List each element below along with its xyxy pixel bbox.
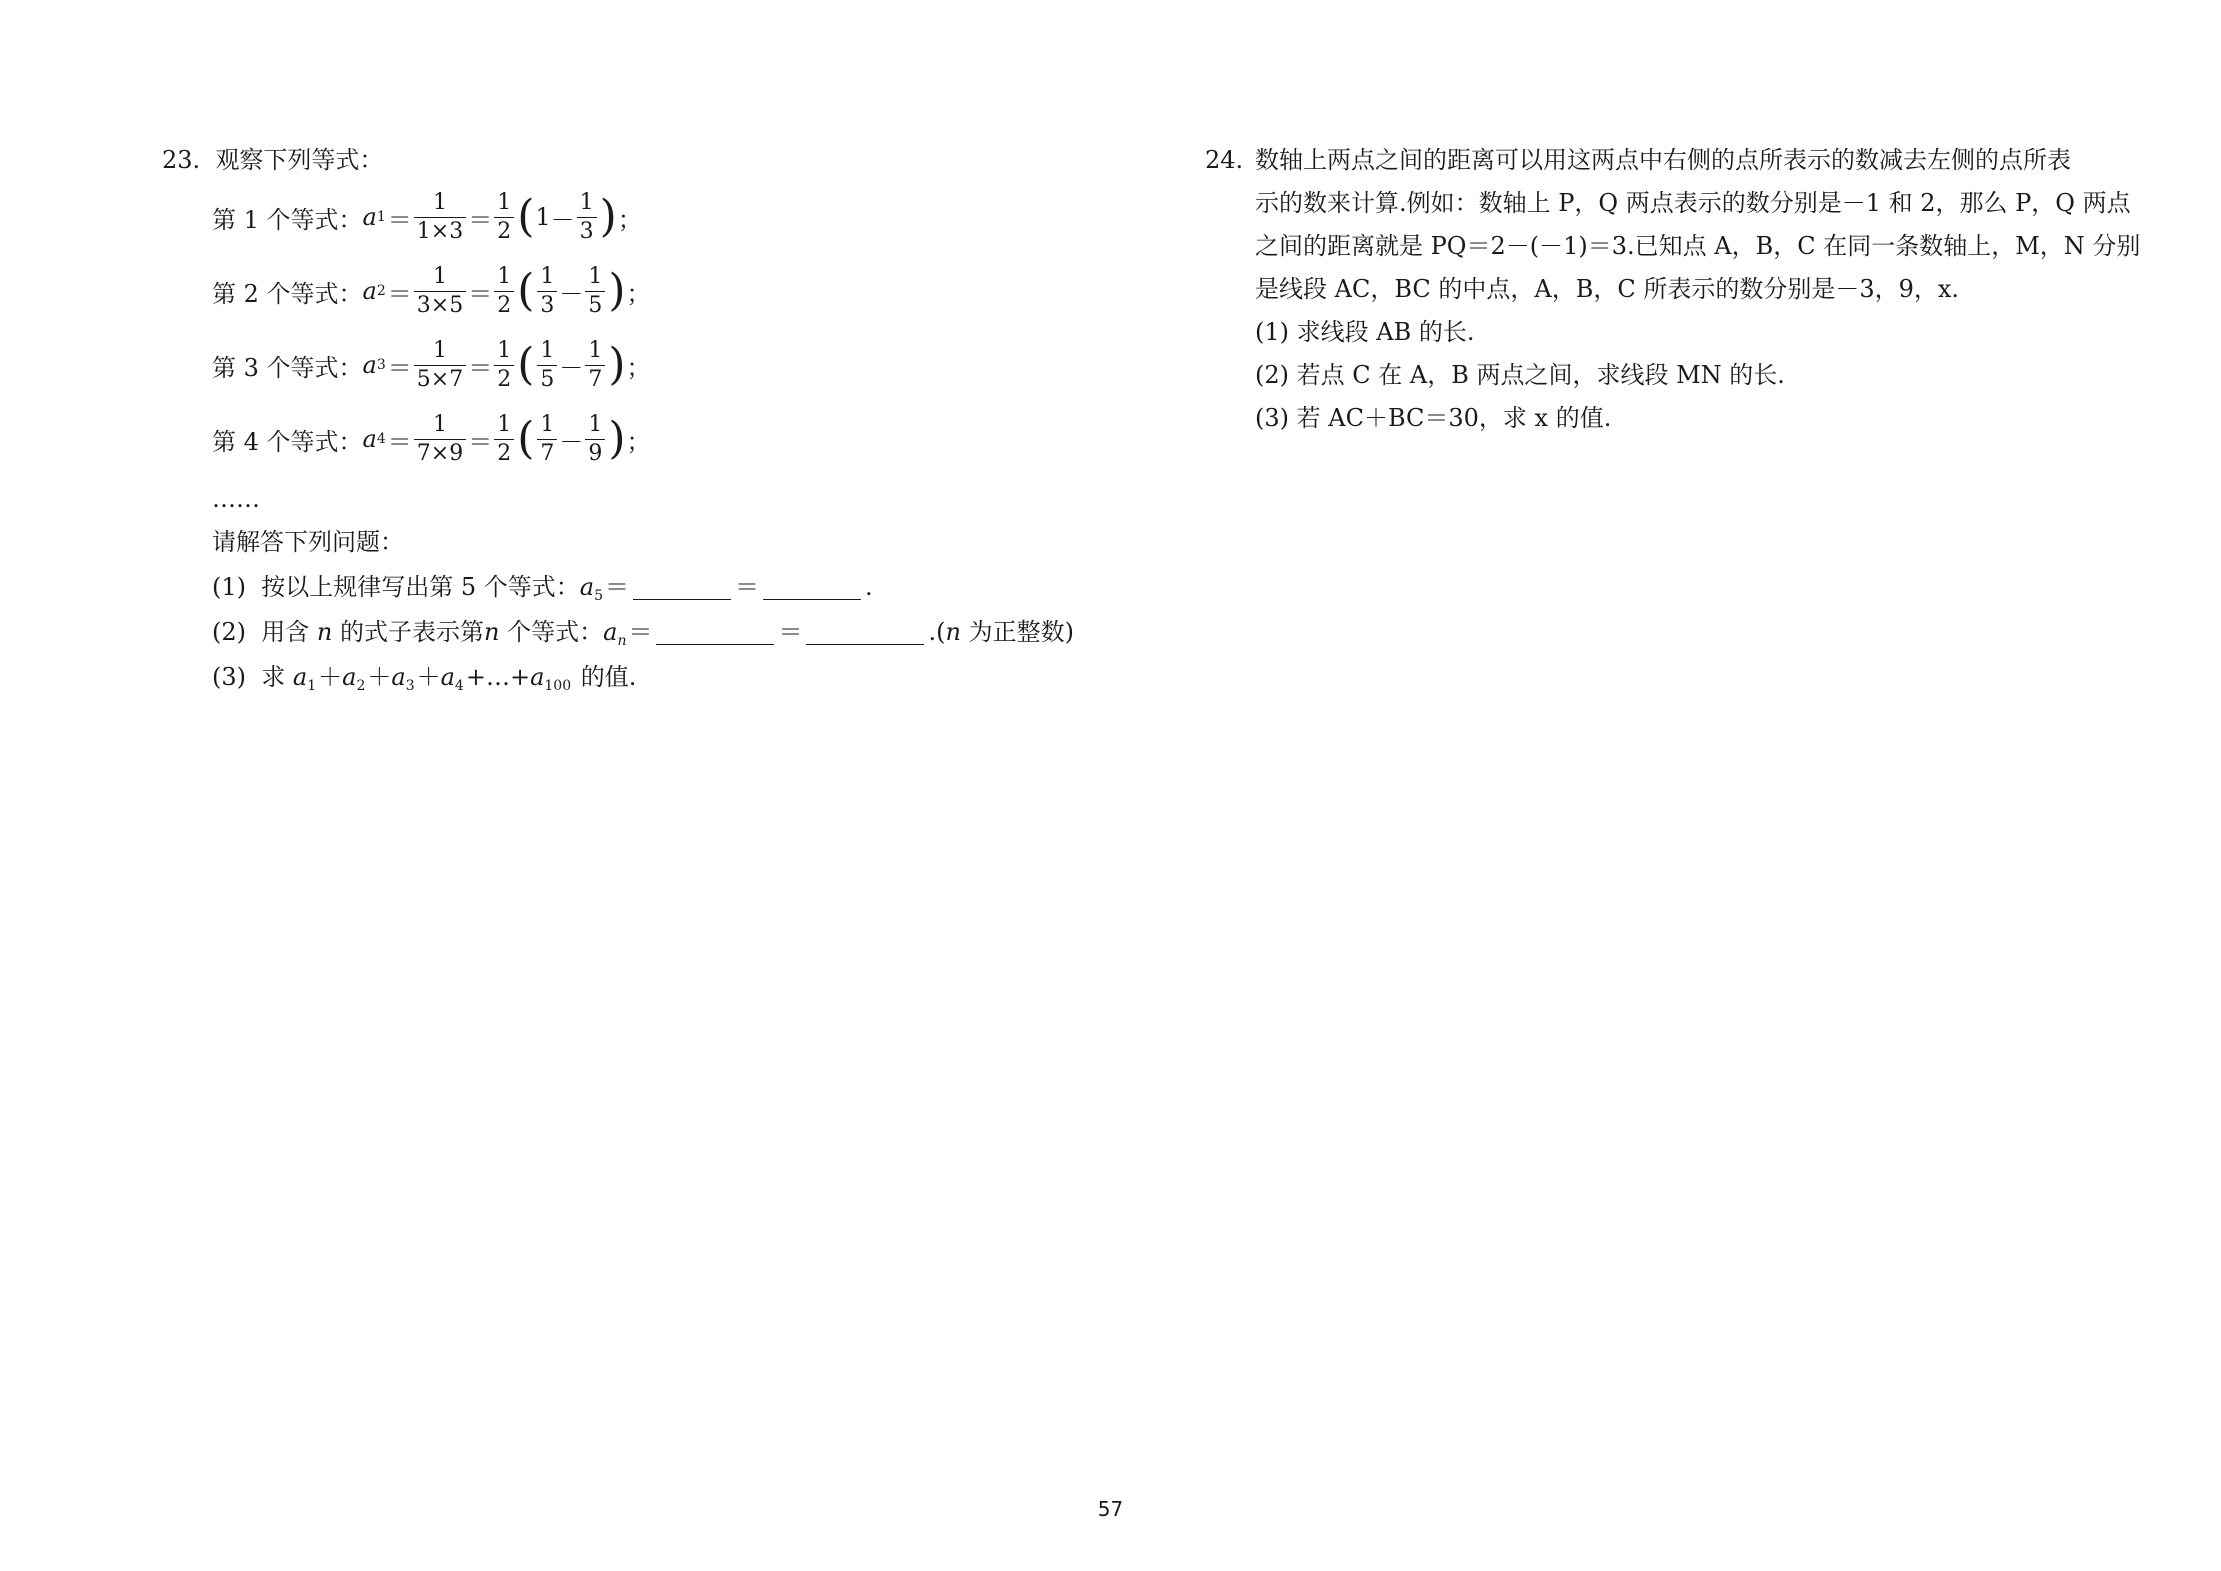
answer-blank[interactable]: [656, 622, 774, 645]
part-text: 的值.: [580, 663, 637, 691]
part-text: 个等式：: [507, 618, 604, 646]
q24-line-4: 是线段 AC，BC 的中点，A，B，C 所表示的数分别是－3，9，x.: [1255, 275, 1960, 303]
fraction: $\frac{1}{7}$: [585, 337, 605, 394]
subscript: 3: [405, 678, 415, 694]
subscript: 5: [594, 588, 604, 604]
fraction: $\frac{1}{2}$: [494, 263, 514, 320]
variable-n: n: [945, 618, 961, 646]
subscript: 3: [376, 357, 386, 373]
part-text: 为正整数): [968, 618, 1074, 646]
q23-part-2: (2) 用含 n 的式子表示第n 个等式：$a_n= = .(n$ 为正整数): [212, 618, 1074, 649]
equation-prefix: 第 4 个等式：: [212, 427, 363, 456]
fraction: $\frac{1}{1\times 3}$: [414, 189, 466, 246]
answer-blank[interactable]: [763, 577, 861, 600]
variable-n: n: [316, 618, 333, 646]
part-label: (3): [212, 663, 246, 691]
q24-part-1: (1) 求线段 AB 的长.: [1255, 318, 1475, 346]
subscript: 4: [454, 678, 464, 694]
fraction: $\frac{1}{3}$: [537, 263, 557, 320]
q23-number: 23.: [162, 146, 201, 174]
q24-line-2: 示的数来计算.例如：数轴上 P，Q 两点表示的数分别是－1 和 2，那么 P，Q 两点: [1255, 189, 2131, 217]
q23-part-3: (3) 求 $a_1+a_2+a_3+a_4+\dots+a_{100}$ 的值.: [212, 663, 637, 694]
fraction: $\frac{1}{2}$: [494, 189, 514, 246]
subscript: 1: [376, 209, 386, 225]
fraction: $\frac{1}{7}$: [537, 411, 557, 468]
answer-blank[interactable]: [633, 577, 731, 600]
part-text: 求: [261, 663, 286, 691]
fraction: $\frac{1}{3}$: [577, 189, 597, 246]
fraction: $\frac{1}{5}$: [537, 337, 557, 394]
fraction: $\frac{1}{2}$: [494, 411, 514, 468]
subscript: 2: [356, 678, 366, 694]
fraction: $\frac{1}{5\times 7}$: [414, 337, 466, 394]
variable-n: n: [484, 618, 500, 646]
subscript: 100: [544, 678, 572, 694]
q23-prompt: 请解答下列问题：: [212, 528, 404, 556]
fraction: $\frac{1}{9}$: [585, 411, 605, 468]
q23-equation-2: 第 2 个等式： a 2 ＝ $\frac{1}{3\times 5}$ ＝ $\frac{1}{2}$ ( $\frac{1}{3}$ － $\frac{1}{5}$ ) ；: [212, 263, 651, 318]
part-text: 用含: [261, 618, 310, 646]
part-label: (2): [212, 618, 246, 646]
q23-equation-4: 第 4 个等式： a 4 ＝ $\frac{1}{7\times 9}$ ＝ $\frac{1}{2}$ ( $\frac{1}{7}$ － $\frac{1}{9}$ ) ；: [212, 411, 651, 466]
q23-equation-1: 第 1 个等式： a 1 ＝ $\frac{1}{1\times 3}$ ＝ $\frac{1}{2}$ ( 1 － $\frac{1}{3}$ ) ；: [212, 189, 642, 244]
q23-ellipsis: ……: [212, 485, 260, 513]
subscript: 4: [376, 431, 386, 447]
answer-blank[interactable]: [806, 622, 924, 645]
equation-prefix: 第 2 个等式：: [212, 279, 363, 308]
subscript: 2: [376, 283, 386, 299]
part-text: 按以上规律写出第 5 个等式：: [261, 573, 580, 601]
q24-part-2: (2) 若点 C 在 A，B 两点之间，求线段 MN 的长.: [1255, 361, 1785, 389]
fraction: $\frac{1}{7\times 9}$: [414, 411, 466, 468]
punct: .(: [928, 618, 946, 646]
equation-prefix: 第 1 个等式：: [212, 205, 363, 234]
page-number: 57: [1097, 1497, 1124, 1521]
q23-heading: [162, 143, 383, 177]
q24-line-1: 数轴上两点之间的距离可以用这两点中右侧的点所表示的数减去左侧的点所表: [1255, 146, 2071, 174]
q24-line-3: 之间的距离就是 PQ＝2－(－1)＝3.已知点 A，B，C 在同一条数轴上，M，N 分别: [1255, 232, 2141, 260]
fraction: $\frac{1}{3\times 5}$: [414, 263, 466, 320]
fraction: $\frac{1}{5}$: [585, 263, 605, 320]
subscript: 1: [307, 678, 317, 694]
term: 1: [535, 203, 551, 231]
ellipsis-plus: +…+: [465, 663, 531, 691]
equation-prefix: 第 3 个等式：: [212, 353, 363, 382]
q23-part-1: (1) 按以上规律写出第 5 个等式：$a_5=$ ＝ .: [212, 573, 873, 604]
q23-title: 观察下列等式：: [215, 146, 384, 174]
subscript: n: [617, 633, 627, 649]
q24-part-3: (3) 若 AC＋BC＝30，求 x 的值.: [1255, 404, 1612, 432]
q23-equation-3: 第 3 个等式： a 3 ＝ $\frac{1}{5\times 7}$ ＝ $\frac{1}{2}$ ( $\frac{1}{5}$ － $\frac{1}{7}$ ) ；: [212, 337, 651, 392]
part-label: (1): [212, 573, 246, 601]
punct: .: [865, 573, 873, 601]
part-text: 的式子表示第: [340, 618, 485, 646]
fraction: $\frac{1}{2}$: [494, 337, 514, 394]
q24-number: 24.: [1205, 146, 1244, 174]
